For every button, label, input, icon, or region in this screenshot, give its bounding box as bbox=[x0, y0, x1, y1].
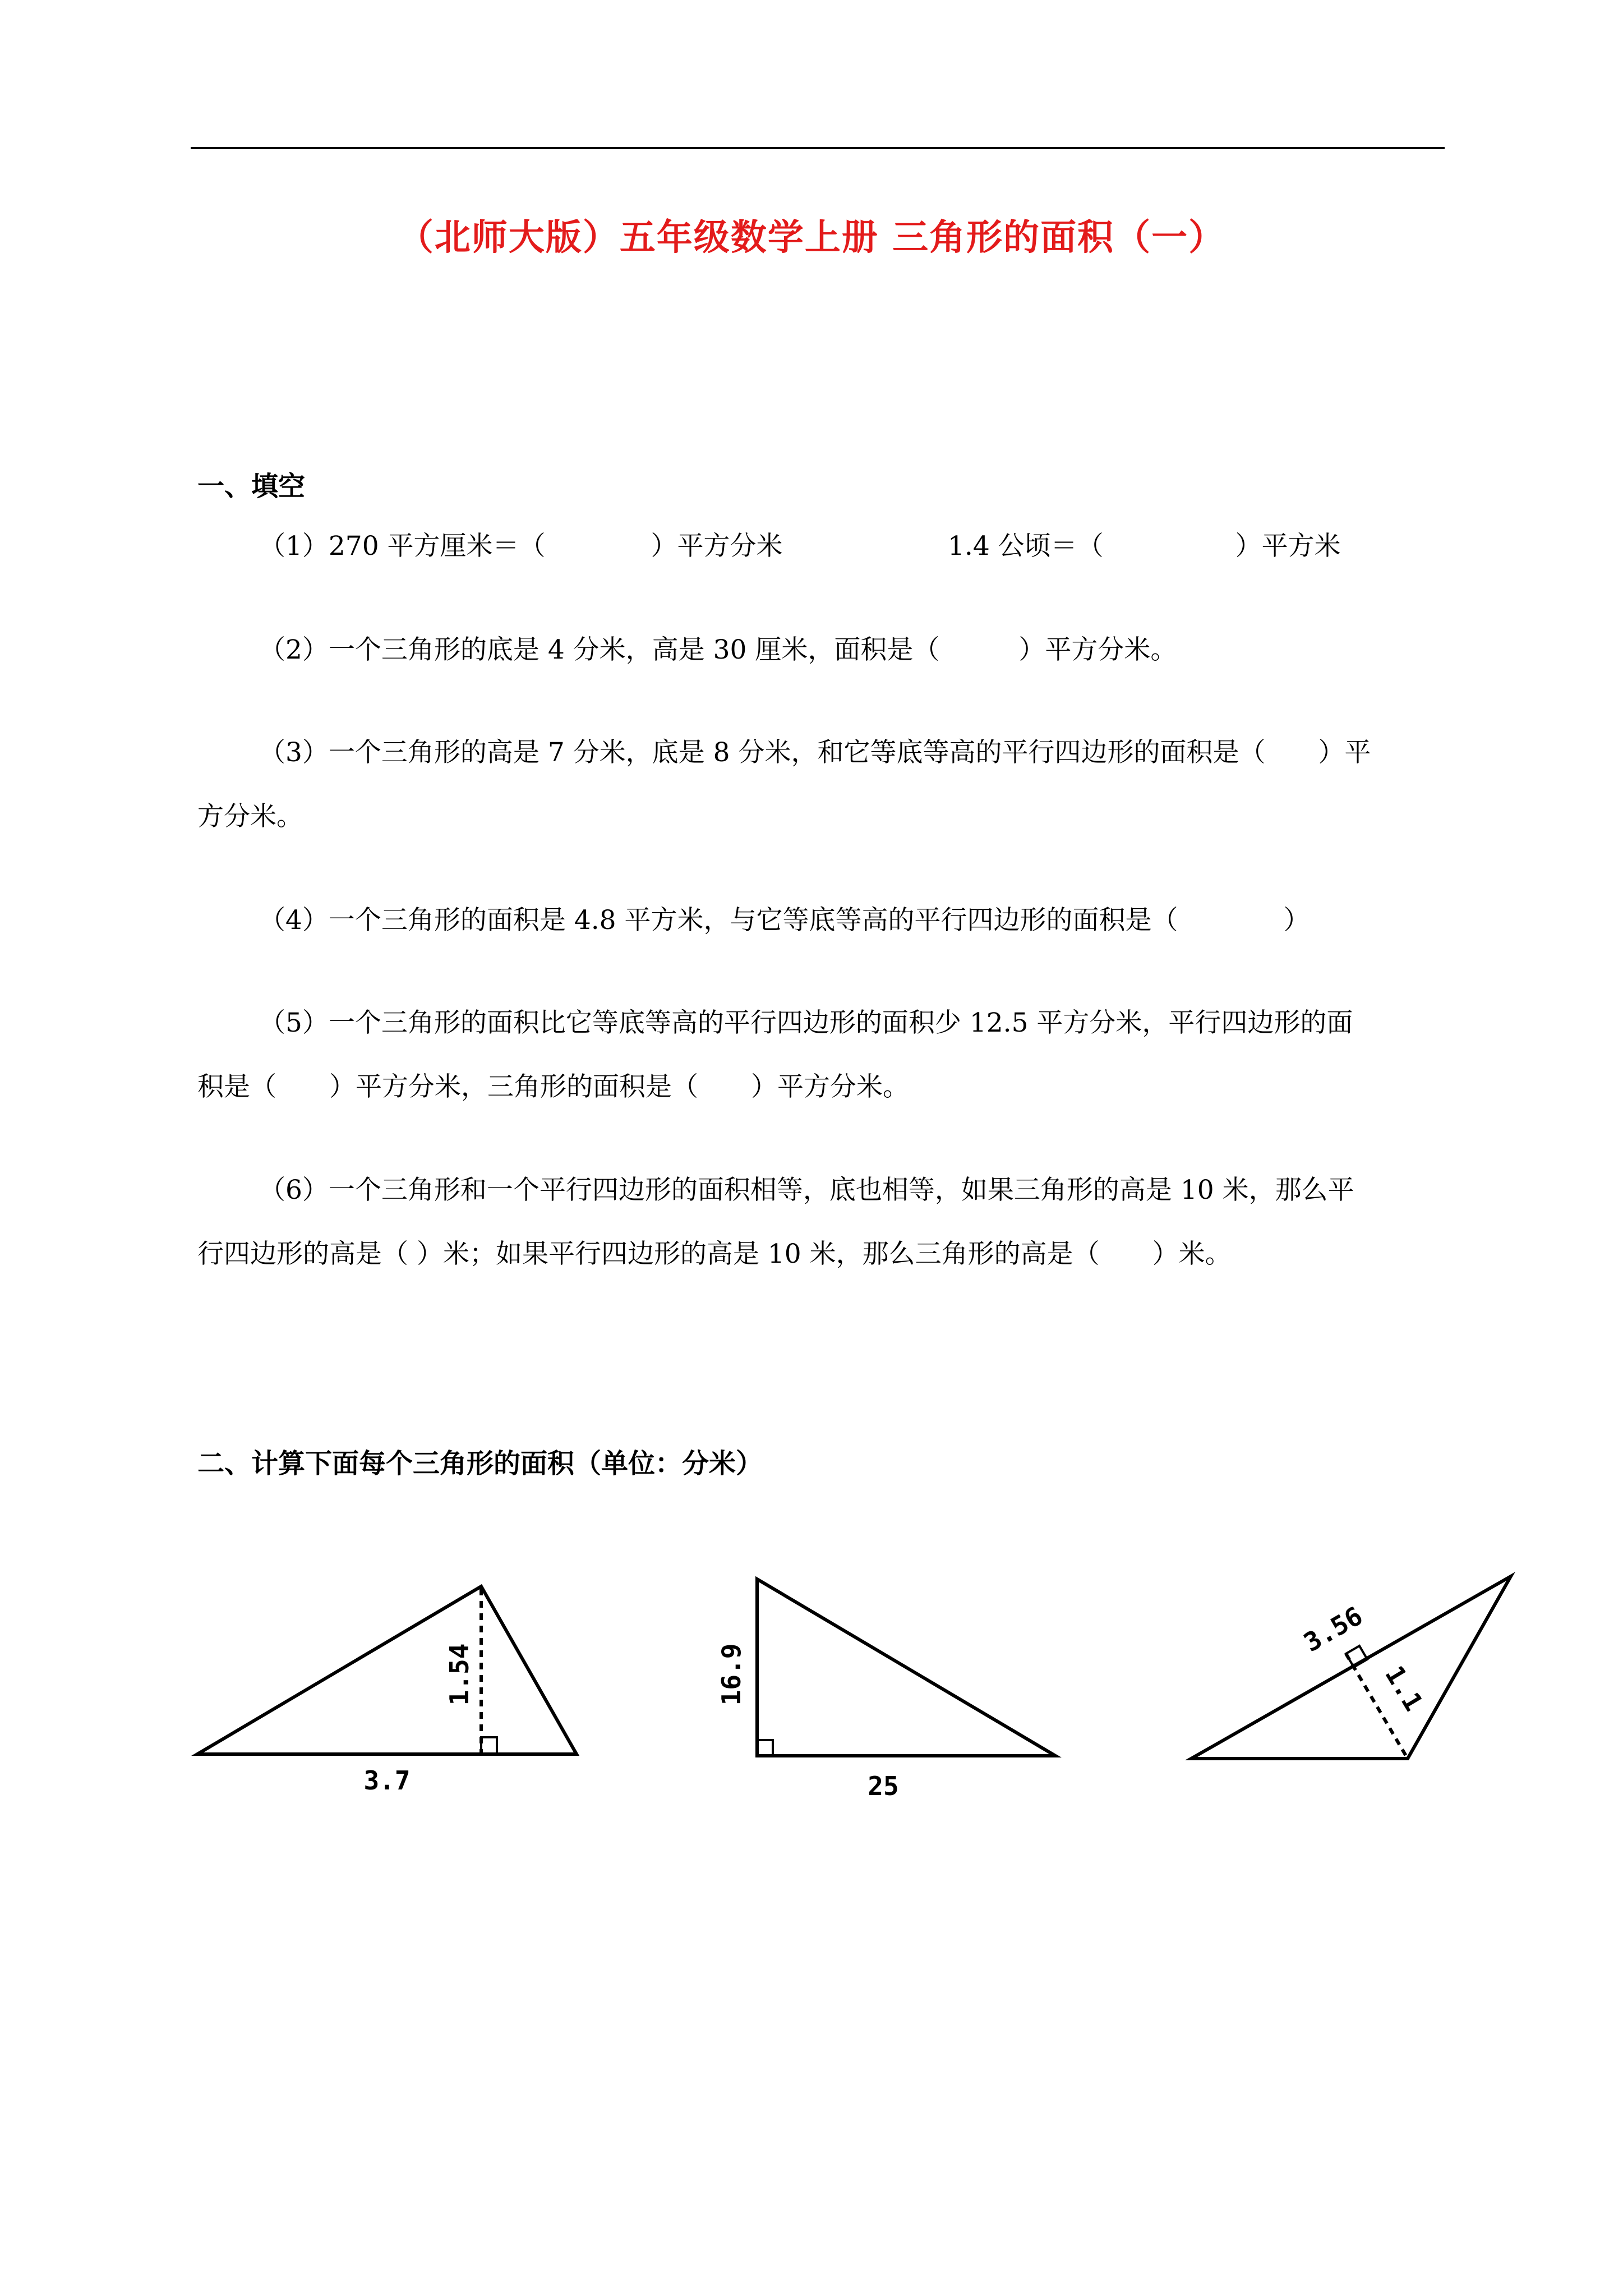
triangle-2 bbox=[716, 1579, 1055, 1801]
question-3-line2: 方分米。 bbox=[197, 801, 303, 832]
question-6-line1: （6）一个三角形和一个平行四边形的面积相等，底也相等，如果三角形的高是 10 米，那么平 bbox=[259, 1175, 1354, 1205]
question-3-line1: （3）一个三角形的高是 7 分米，底是 8 分米，和它等底等高的平行四边形的面积是（ ）平 bbox=[259, 737, 1371, 768]
section1-heading: 一、填空 bbox=[197, 471, 306, 502]
triangle-2-height-label: 16.9 bbox=[716, 1643, 746, 1706]
triangle-1-base-label: 3.7 bbox=[363, 1765, 411, 1796]
triangle-1-outline bbox=[197, 1586, 577, 1754]
triangle-1 bbox=[197, 1586, 577, 1796]
triangle-2-right-angle-mark bbox=[757, 1740, 773, 1756]
triangle-3 bbox=[1191, 1576, 1511, 1759]
question-6-line2: 行四边形的高是（ ）米；如果平行四边形的高是 10 米，那么三角形的高是（ ）米。 bbox=[197, 1239, 1232, 1269]
triangles-svg bbox=[0, 1548, 1623, 1806]
triangle-3-height-label: 1.1 bbox=[1379, 1660, 1430, 1717]
triangle-1-height-label: 1.54 bbox=[444, 1643, 474, 1706]
question-1a: （1）270 平方厘米＝（ ）平方分米 bbox=[259, 531, 783, 562]
triangle-3-base-label: 3.56 bbox=[1298, 1600, 1368, 1658]
question-5-line2: 积是（ ）平方分米，三角形的面积是（ ）平方分米。 bbox=[197, 1071, 909, 1102]
triangle-2-outline bbox=[757, 1579, 1055, 1756]
question-1b: 1.4 公顷＝（ ）平方米 bbox=[948, 531, 1341, 562]
question-2: （2）一个三角形的底是 4 分米，高是 30 厘米，面积是（ ）平方分米。 bbox=[259, 634, 1177, 665]
section2-heading: 二、计算下面每个三角形的面积（单位：分米） bbox=[197, 1448, 763, 1479]
question-5-line1: （5）一个三角形的面积比它等底等高的平行四边形的面积少 12.5 平方分米，平行四边形的面 bbox=[259, 1007, 1353, 1038]
page-title: （北师大版）五年级数学上册 三角形的面积（一） bbox=[397, 217, 1226, 259]
question-4: （4）一个三角形的面积是 4.8 平方米，与它等底等高的平行四边形的面积是（ ） bbox=[259, 905, 1310, 936]
header-rule bbox=[191, 147, 1445, 149]
triangle-1-right-angle-mark bbox=[481, 1737, 497, 1754]
triangle-2-base-label: 25 bbox=[868, 1771, 899, 1801]
triangles-figure bbox=[0, 1548, 1623, 1806]
